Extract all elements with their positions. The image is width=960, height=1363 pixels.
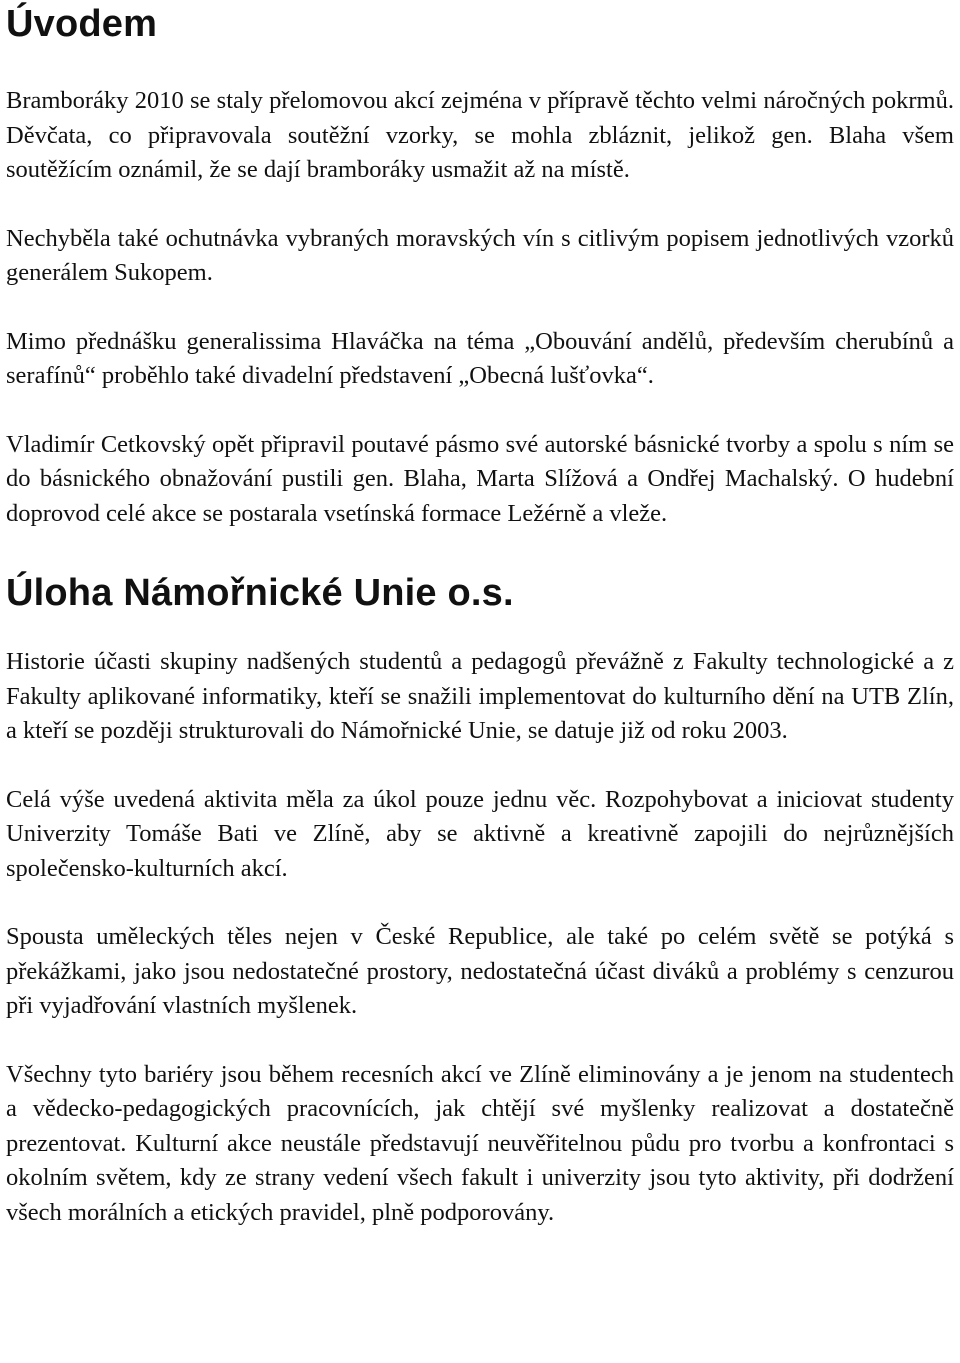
section-role xyxy=(6,571,954,1230)
paragraph: Bramboráky 2010 se staly přelomovou akcí zejména v přípravě těchto velmi náročných pokrmů. Děvčata, co připravovala soutěžní vzorky, se mohla zbláznit, jelikož gen. Blaha všem soutěžícím oznámil, že se dají bramboráky usmažit až na místě. xyxy=(6,87,954,183)
paragraph: Všechny tyto bariéry jsou během recesních akcí ve Zlíně eliminovány a je jenom na studentech a vědecko-pedagogických pracovnících, jak chtějí své myšlenky realizovat a dostatečně prezentovat. Kulturní akce neustále představují neuvěřitelnou půdu pro tvorbu a konfrontaci s okolním světem, kdy ze strany vedení všech fakult i univerzity jsou tyto aktivity, při dodržení všech morálních a etických pravidel, plně podporovány. xyxy=(6,1060,954,1226)
paragraph: Spousta uměleckých těles nejen v České Republice, ale také po celém světě se potýká s překážkami, jako jsou nedostatečné prostory, nedostatečná účast diváků a problémy s cenzurou při vyjadřování vlastních myšlenek. xyxy=(6,923,954,1019)
paragraph: Mimo přednášku generalissima Hlaváčka na téma „Obouvání andělů, především cherubínů a serafínů“ proběhlo také divadelní představení „Obecná lušťovka“. xyxy=(6,327,954,389)
section-intro xyxy=(6,0,954,531)
paragraph: Historie účasti skupiny nadšených studentů a pedagogů převážně z Fakulty technologické a z Fakulty aplikované informatiky, kteří se snažili implementovat do kulturního dění na UTB Zlín, a kteří se později strukturovali do Námořnické Unie, se datuje již od roku 2003. xyxy=(6,648,954,744)
paragraph: Vladimír Cetkovský opět připravil poutavé pásmo své autorské básnické tvorby a spolu s ním se do básnického obnažování pustili gen. Blaha, Marta Slížová a Ondřej Machalský. O hudební doprovod celé akce se postarala vsetínská formace Ležérně a vleže. xyxy=(6,430,954,527)
section-heading: Úloha Námořnické Unie o.s. xyxy=(6,572,514,614)
paragraph: Nechyběla také ochutnávka vybraných moravských vín s citlivým popisem jednotlivých vzorků generálem Sukopem. xyxy=(6,224,954,286)
section-heading: Úvodem xyxy=(6,3,158,45)
paragraph: Celá výše uvedená aktivita měla za úkol pouze jednu věc. Rozpohybovat a iniciovat studenty Univerzity Tomáše Bati ve Zlíně, aby se aktivně a kreativně zapojili do nejrůznějších společensko-kulturních akcí. xyxy=(6,785,954,882)
